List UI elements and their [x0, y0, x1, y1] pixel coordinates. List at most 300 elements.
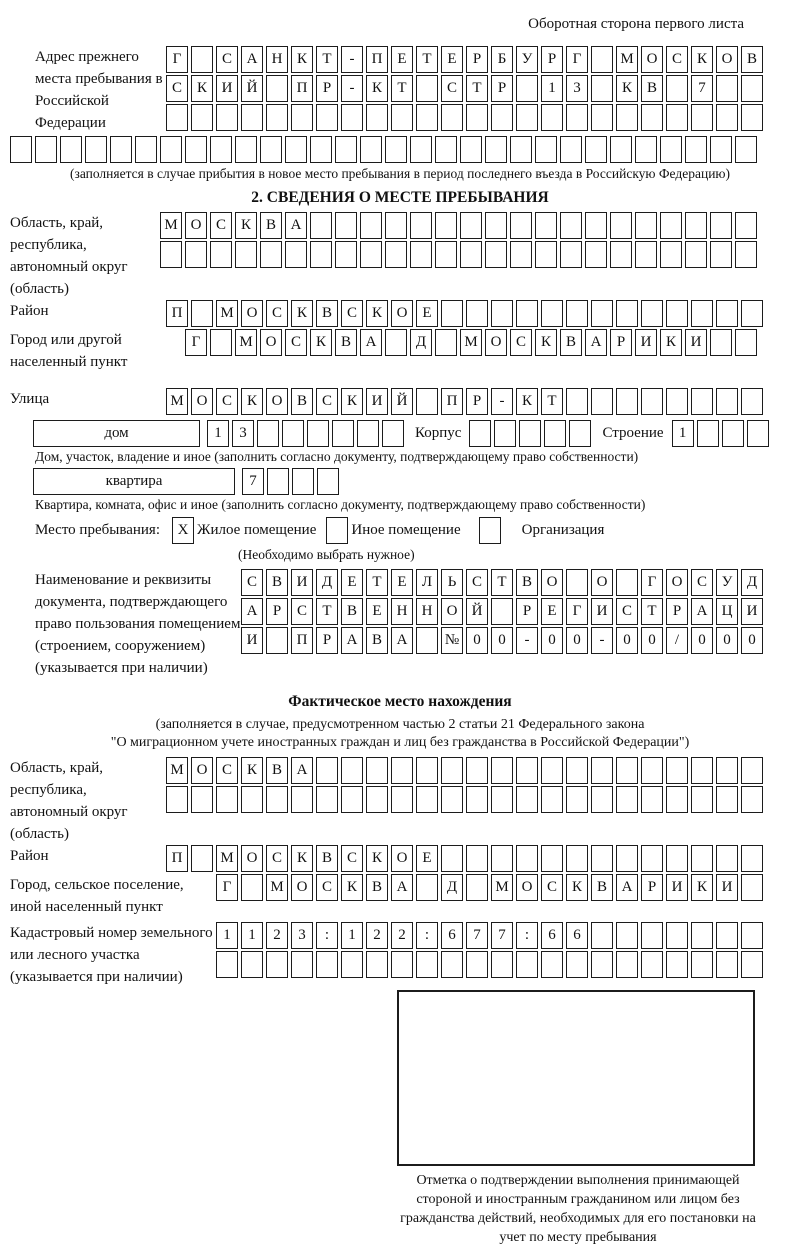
char-box — [616, 104, 638, 131]
stay-option2-label: Иное помещение — [351, 522, 461, 538]
char-box — [341, 104, 363, 131]
confirmation-stamp-box — [397, 990, 755, 1166]
cadastre-field — [10, 922, 766, 985]
char-box — [210, 241, 232, 268]
char-box — [666, 75, 688, 102]
char-box: О — [391, 300, 413, 327]
char-box: Р — [466, 388, 488, 415]
char-box — [641, 786, 663, 813]
char-box: Ь — [441, 569, 463, 596]
char-box: И — [741, 598, 763, 625]
char-box — [566, 300, 588, 327]
char-box: С — [266, 845, 288, 872]
char-box — [635, 241, 657, 268]
char-box: Т — [466, 75, 488, 102]
district-label: Район — [10, 303, 49, 319]
char-box — [716, 786, 738, 813]
char-box: 3 — [291, 922, 313, 949]
char-box: К — [241, 388, 263, 415]
char-box: С — [216, 757, 238, 784]
char-box — [591, 104, 613, 131]
char-box — [260, 136, 282, 163]
char-box — [385, 212, 407, 239]
char-box: - — [341, 75, 363, 102]
char-box — [494, 420, 516, 447]
char-box — [691, 104, 713, 131]
prev-address-block — [10, 46, 766, 134]
char-box: М — [216, 300, 238, 327]
house-type-box: дом — [33, 420, 200, 447]
char-box: С — [341, 300, 363, 327]
char-box — [541, 757, 563, 784]
char-box-row — [216, 951, 766, 980]
char-box: - — [516, 627, 538, 654]
char-box — [691, 300, 713, 327]
char-box: Р — [541, 46, 563, 73]
cadastre-label: Кадастровый номер земельного или лесного участка (указывается при наличии) — [10, 925, 213, 985]
char-box — [491, 757, 513, 784]
char-box — [441, 757, 463, 784]
char-box: А — [691, 598, 713, 625]
char-box — [466, 104, 488, 131]
char-box — [191, 300, 213, 327]
char-box — [216, 786, 238, 813]
prev-address-overflow-row — [10, 136, 800, 165]
char-box — [191, 786, 213, 813]
char-box — [535, 136, 557, 163]
char-box — [741, 786, 763, 813]
char-box — [691, 757, 713, 784]
char-box: Б — [491, 46, 513, 73]
char-box: О — [641, 46, 663, 73]
city-label: Город или другой населенный пункт — [10, 332, 128, 370]
char-box — [466, 757, 488, 784]
char-box — [741, 104, 763, 131]
char-box: С — [216, 46, 238, 73]
char-box — [591, 388, 613, 415]
char-box — [591, 786, 613, 813]
char-box — [285, 241, 307, 268]
char-box: 6 — [566, 922, 588, 949]
char-box — [591, 300, 613, 327]
char-box — [435, 329, 457, 356]
char-box: К — [241, 757, 263, 784]
char-box: В — [591, 874, 613, 901]
char-box — [566, 786, 588, 813]
char-box: Е — [541, 598, 563, 625]
char-box: Е — [416, 300, 438, 327]
char-box — [357, 420, 379, 447]
char-box: 2 — [391, 922, 413, 949]
char-box — [391, 951, 413, 978]
char-box — [510, 136, 532, 163]
stay-type-label: Место пребывания: — [35, 522, 160, 538]
char-box — [516, 75, 538, 102]
char-box — [466, 786, 488, 813]
form-page — [0, 16, 800, 1245]
char-box-row — [166, 46, 766, 75]
char-box — [366, 757, 388, 784]
char-box: Р — [641, 874, 663, 901]
char-box — [160, 136, 182, 163]
char-box — [535, 241, 557, 268]
char-box: В — [316, 845, 338, 872]
char-box: С — [216, 388, 238, 415]
fact-region-rows — [166, 757, 766, 815]
char-box: М — [160, 212, 182, 239]
char-box — [616, 951, 638, 978]
char-box: Р — [666, 598, 688, 625]
char-box: Е — [341, 569, 363, 596]
char-box — [685, 241, 707, 268]
char-box — [241, 104, 263, 131]
char-box: У — [716, 569, 738, 596]
char-box: П — [291, 627, 313, 654]
char-box — [491, 786, 513, 813]
char-box: 0 — [641, 627, 663, 654]
char-box — [435, 136, 457, 163]
char-box — [566, 757, 588, 784]
char-box — [541, 845, 563, 872]
char-box: А — [341, 627, 363, 654]
char-box-row — [166, 757, 766, 786]
char-box-row — [166, 75, 766, 104]
char-box: С — [616, 598, 638, 625]
char-box — [335, 136, 357, 163]
char-box — [641, 845, 663, 872]
char-box — [191, 46, 213, 73]
street-field — [10, 388, 766, 417]
char-box: С — [285, 329, 307, 356]
char-box — [316, 786, 338, 813]
char-box: О — [666, 569, 688, 596]
district-field — [10, 300, 766, 329]
char-box — [85, 136, 107, 163]
stay-option2-checkbox — [326, 517, 351, 546]
char-box — [741, 874, 763, 901]
char-box — [541, 786, 563, 813]
char-box — [585, 136, 607, 163]
char-box: К — [366, 845, 388, 872]
char-box — [382, 420, 404, 447]
char-box — [516, 845, 538, 872]
char-box — [616, 845, 638, 872]
char-box: : — [316, 922, 338, 949]
char-box: / — [666, 627, 688, 654]
char-box — [666, 104, 688, 131]
char-box: Р — [466, 46, 488, 73]
char-box: В — [366, 627, 388, 654]
char-box — [691, 845, 713, 872]
ownership-doc-label: Наименование и реквизиты документа, подтверждающего право пользования помещением (строением, сооружением) (указывается при наличии) — [35, 572, 241, 676]
char-box — [341, 757, 363, 784]
char-box — [516, 300, 538, 327]
char-box: Т — [416, 46, 438, 73]
char-box — [491, 300, 513, 327]
char-box — [544, 420, 566, 447]
char-box — [416, 951, 438, 978]
char-box: И — [291, 569, 313, 596]
char-box — [660, 241, 682, 268]
char-box — [466, 845, 488, 872]
region-field — [10, 212, 766, 300]
char-box — [491, 951, 513, 978]
char-box — [10, 136, 32, 163]
char-box — [660, 136, 682, 163]
char-box: К — [291, 46, 313, 73]
char-box: И — [685, 329, 707, 356]
char-box: А — [391, 627, 413, 654]
char-box: В — [366, 874, 388, 901]
char-box-row — [160, 241, 760, 270]
char-box — [310, 136, 332, 163]
char-box — [591, 845, 613, 872]
char-box-row — [160, 212, 760, 241]
char-box — [716, 922, 738, 949]
char-box: Г — [166, 46, 188, 73]
char-box — [560, 136, 582, 163]
char-box: Т — [316, 46, 338, 73]
char-box: Р — [266, 598, 288, 625]
char-box — [691, 922, 713, 949]
char-box: М — [266, 874, 288, 901]
char-box — [266, 75, 288, 102]
char-box: Т — [541, 388, 563, 415]
char-box — [519, 420, 541, 447]
char-box — [666, 388, 688, 415]
char-box — [741, 388, 763, 415]
char-box: И — [716, 874, 738, 901]
char-box: К — [516, 388, 538, 415]
char-box: - — [341, 46, 363, 73]
char-box: Е — [416, 845, 438, 872]
char-box — [435, 241, 457, 268]
char-box: В — [641, 75, 663, 102]
char-box: О — [485, 329, 507, 356]
char-box: 3 — [232, 420, 254, 447]
char-box: Р — [316, 75, 338, 102]
char-box: И — [666, 874, 688, 901]
char-box: О — [185, 212, 207, 239]
char-box — [210, 329, 232, 356]
char-box — [735, 136, 757, 163]
char-box — [466, 951, 488, 978]
char-box — [741, 951, 763, 978]
char-box: П — [441, 388, 463, 415]
char-box — [216, 104, 238, 131]
ownership-doc-field — [10, 569, 766, 676]
char-box-row — [207, 420, 407, 449]
char-box: И — [635, 329, 657, 356]
char-box — [460, 212, 482, 239]
char-box: Р — [491, 75, 513, 102]
char-box — [722, 420, 744, 447]
char-box — [291, 786, 313, 813]
char-box: И — [241, 627, 263, 654]
stay-option1-label: Жилое помещение — [197, 522, 317, 538]
char-box — [185, 241, 207, 268]
char-box: С — [510, 329, 532, 356]
char-box — [616, 786, 638, 813]
stay-option3-checkbox — [479, 517, 504, 546]
char-box-row — [166, 300, 766, 329]
char-box — [291, 104, 313, 131]
char-box: К — [616, 75, 638, 102]
char-box: М — [235, 329, 257, 356]
char-box: 0 — [566, 627, 588, 654]
char-box-row — [185, 329, 760, 358]
char-box — [485, 136, 507, 163]
char-box — [235, 241, 257, 268]
char-box — [635, 212, 657, 239]
char-box — [641, 951, 663, 978]
char-box — [410, 241, 432, 268]
char-box: С — [691, 569, 713, 596]
cadastre-rows — [216, 922, 766, 980]
char-box — [591, 951, 613, 978]
char-box — [566, 388, 588, 415]
char-box: А — [585, 329, 607, 356]
char-box: К — [341, 388, 363, 415]
char-box — [741, 922, 763, 949]
char-box: М — [460, 329, 482, 356]
char-box — [641, 757, 663, 784]
char-box: Т — [366, 569, 388, 596]
char-box — [292, 468, 314, 495]
fact-district-field — [10, 845, 766, 874]
char-box — [416, 388, 438, 415]
char-box — [366, 786, 388, 813]
char-box — [441, 786, 463, 813]
char-box — [316, 104, 338, 131]
fact-settlement-label: Город, сельское поселение, иной населенный пункт — [10, 877, 184, 915]
char-box: В — [341, 598, 363, 625]
char-box: - — [491, 388, 513, 415]
char-box — [307, 420, 329, 447]
char-box: О — [291, 874, 313, 901]
char-box — [466, 300, 488, 327]
char-box — [391, 104, 413, 131]
char-box — [666, 845, 688, 872]
char-box: О — [391, 845, 413, 872]
char-box — [735, 241, 757, 268]
char-box: М — [491, 874, 513, 901]
char-box: В — [516, 569, 538, 596]
char-box — [485, 212, 507, 239]
char-box: А — [291, 757, 313, 784]
char-box: - — [591, 627, 613, 654]
char-box: 6 — [541, 922, 563, 949]
char-box: № — [441, 627, 463, 654]
char-box: Г — [566, 598, 588, 625]
char-box — [616, 757, 638, 784]
char-box: 6 — [441, 922, 463, 949]
char-box — [491, 598, 513, 625]
char-box — [735, 212, 757, 239]
char-box — [516, 757, 538, 784]
char-box — [741, 300, 763, 327]
char-box — [166, 104, 188, 131]
char-box: О — [516, 874, 538, 901]
actual-location-title: Фактическое место нахождения — [288, 693, 512, 710]
char-box: А — [241, 46, 263, 73]
char-box — [360, 136, 382, 163]
char-box: Й — [391, 388, 413, 415]
char-box — [316, 951, 338, 978]
char-box: О — [241, 845, 263, 872]
char-box — [716, 300, 738, 327]
char-box: 2 — [266, 922, 288, 949]
char-box — [741, 757, 763, 784]
char-box: Р — [516, 598, 538, 625]
char-box — [335, 212, 357, 239]
char-box — [616, 388, 638, 415]
char-box — [741, 845, 763, 872]
section2-title: 2. СВЕДЕНИЯ О МЕСТЕ ПРЕБЫВАНИЯ — [251, 189, 549, 206]
char-box: М — [616, 46, 638, 73]
char-box: 1 — [672, 420, 694, 447]
char-box: С — [666, 46, 688, 73]
char-box: Д — [741, 569, 763, 596]
char-box: В — [266, 569, 288, 596]
char-box: С — [441, 75, 463, 102]
char-box — [460, 136, 482, 163]
char-box — [210, 136, 232, 163]
char-box — [510, 212, 532, 239]
char-box — [416, 757, 438, 784]
char-box: Е — [391, 46, 413, 73]
char-box: С — [316, 874, 338, 901]
char-box-row — [166, 786, 766, 815]
char-box — [410, 212, 432, 239]
char-box-row — [216, 922, 766, 951]
char-box: К — [691, 46, 713, 73]
char-box — [416, 75, 438, 102]
char-box: К — [291, 845, 313, 872]
char-box: Р — [316, 627, 338, 654]
char-box — [385, 329, 407, 356]
char-box: 0 — [491, 627, 513, 654]
stay-type-note: (Необходимо выбрать нужное) — [238, 547, 415, 562]
char-box: К — [691, 874, 713, 901]
char-box — [716, 104, 738, 131]
char-box: 0 — [691, 627, 713, 654]
char-box — [285, 136, 307, 163]
char-box: П — [166, 845, 188, 872]
stay-option-checkbox-selected — [172, 517, 197, 546]
char-box — [366, 104, 388, 131]
char-box — [641, 922, 663, 949]
prev-address-note: (заполняется в случае прибытия в новое место пребывания в период последнего въезда в Российскую Федерацию) — [69, 166, 731, 181]
char-box — [569, 420, 591, 447]
apartment-type-box: квартира — [33, 468, 235, 495]
char-box — [360, 241, 382, 268]
char-box: В — [335, 329, 357, 356]
char-box — [491, 104, 513, 131]
stroenie-label: Строение — [602, 425, 664, 441]
char-box: К — [566, 874, 588, 901]
char-box: О — [266, 388, 288, 415]
char-box — [185, 136, 207, 163]
char-box — [341, 786, 363, 813]
char-box — [616, 300, 638, 327]
char-box — [560, 212, 582, 239]
char-box — [591, 922, 613, 949]
char-box — [291, 951, 313, 978]
char-box — [691, 951, 713, 978]
char-box — [385, 241, 407, 268]
char-box: 3 — [566, 75, 588, 102]
